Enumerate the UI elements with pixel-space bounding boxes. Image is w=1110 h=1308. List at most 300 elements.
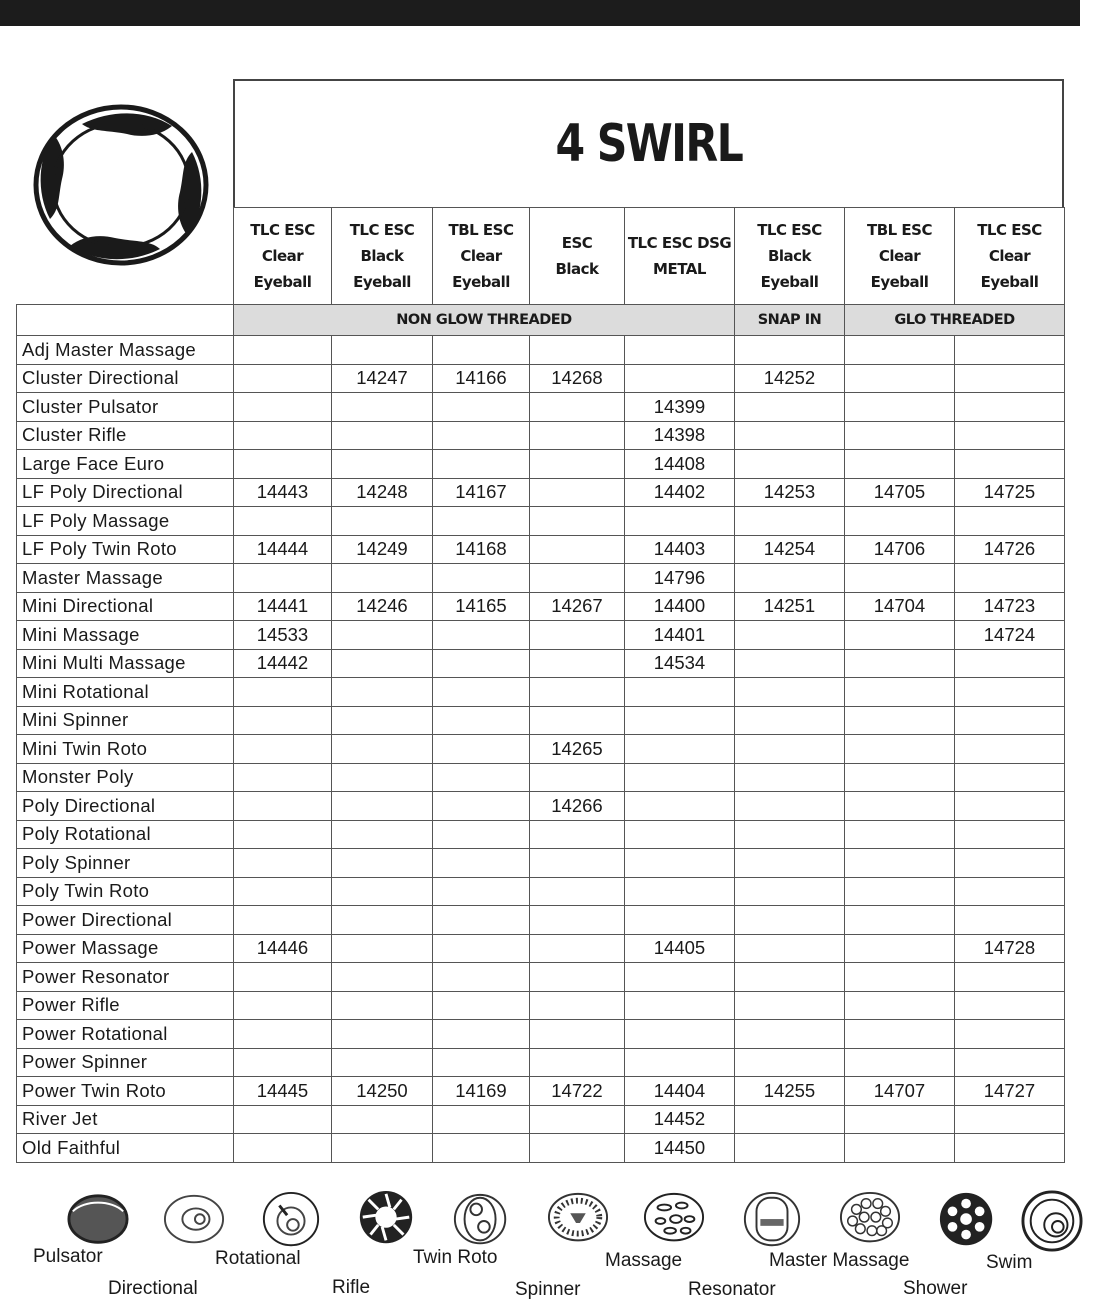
part-number-cell xyxy=(625,735,735,764)
part-number-cell xyxy=(845,820,955,849)
part-number-cell xyxy=(234,849,332,878)
part-number-cell xyxy=(735,621,845,650)
part-number-cell xyxy=(845,421,955,450)
row-label: LF Poly Directional xyxy=(17,478,234,507)
part-number-cell xyxy=(845,336,955,365)
part-number-cell xyxy=(735,706,845,735)
part-number-cell xyxy=(530,1048,625,1077)
part-number-cell: 14398 xyxy=(625,421,735,450)
part-number-cell xyxy=(735,393,845,422)
legend-label: Directional xyxy=(108,1278,198,1299)
part-number-cell xyxy=(234,678,332,707)
part-number-cell xyxy=(530,621,625,650)
part-number-cell: 14705 xyxy=(845,478,955,507)
part-number-cell xyxy=(955,564,1065,593)
part-number-cell: 14399 xyxy=(625,393,735,422)
part-number-cell xyxy=(332,877,433,906)
part-number-cell xyxy=(433,706,530,735)
part-number-cell: 14404 xyxy=(625,1077,735,1106)
part-number-cell xyxy=(845,877,955,906)
row-label: LF Poly Massage xyxy=(17,507,234,536)
part-number-cell xyxy=(955,421,1065,450)
part-number-cell xyxy=(735,421,845,450)
part-number-cell xyxy=(845,906,955,935)
part-number-cell xyxy=(332,336,433,365)
part-number-cell xyxy=(845,450,955,479)
part-number-cell xyxy=(845,621,955,650)
part-number-cell xyxy=(530,963,625,992)
part-number-cell: 14250 xyxy=(332,1077,433,1106)
table-row xyxy=(17,735,1065,764)
part-number-cell xyxy=(332,1048,433,1077)
part-number-cell xyxy=(625,877,735,906)
part-number-cell: 14726 xyxy=(955,535,1065,564)
swim-icon xyxy=(1020,1190,1084,1252)
part-number-cell: 14728 xyxy=(955,934,1065,963)
part-number-cell xyxy=(735,735,845,764)
part-number-cell xyxy=(332,421,433,450)
part-number-cell: 14252 xyxy=(735,364,845,393)
part-number-cell xyxy=(433,1105,530,1134)
part-number-cell xyxy=(955,649,1065,678)
part-number-cell xyxy=(234,991,332,1020)
part-number-cell xyxy=(845,963,955,992)
row-label: River Jet xyxy=(17,1105,234,1134)
spinner-icon xyxy=(546,1190,610,1252)
part-number-cell xyxy=(234,364,332,393)
table-row xyxy=(17,564,1065,593)
part-number-cell xyxy=(332,820,433,849)
row-label: Cluster Pulsator xyxy=(17,393,234,422)
part-number-cell: 14408 xyxy=(625,450,735,479)
part-number-cell: 14266 xyxy=(530,792,625,821)
twin-roto-icon xyxy=(450,1190,514,1252)
row-label: Mini Spinner xyxy=(17,706,234,735)
part-number-cell xyxy=(735,934,845,963)
part-number-cell xyxy=(625,792,735,821)
part-number-cell xyxy=(955,1048,1065,1077)
table-row xyxy=(17,849,1065,878)
row-label: Mini Rotational xyxy=(17,678,234,707)
title-box xyxy=(233,79,1064,207)
part-number-cell xyxy=(433,649,530,678)
part-number-cell xyxy=(234,421,332,450)
part-number-cell xyxy=(735,678,845,707)
part-number-cell xyxy=(735,564,845,593)
part-number-cell: 14249 xyxy=(332,535,433,564)
part-number-cell xyxy=(955,678,1065,707)
part-number-cell: 14169 xyxy=(433,1077,530,1106)
row-label: Power Spinner xyxy=(17,1048,234,1077)
legend-label: Spinner xyxy=(515,1279,581,1300)
part-number-cell xyxy=(433,421,530,450)
part-number-cell xyxy=(234,507,332,536)
header-blank-cell xyxy=(17,208,234,305)
part-number-cell xyxy=(530,706,625,735)
column-header-4: ESC Black xyxy=(530,208,625,305)
part-number-cell xyxy=(332,963,433,992)
column-header-2: TLC ESC Black Eyeball xyxy=(332,208,433,305)
table-row xyxy=(17,820,1065,849)
row-label: Mini Twin Roto xyxy=(17,735,234,764)
part-number-cell xyxy=(530,1020,625,1049)
part-number-cell xyxy=(433,792,530,821)
part-number-cell xyxy=(625,849,735,878)
part-number-cell xyxy=(625,820,735,849)
group-blank-cell xyxy=(17,305,234,336)
part-number-cell: 14446 xyxy=(234,934,332,963)
part-number-cell: 14400 xyxy=(625,592,735,621)
table-row xyxy=(17,535,1065,564)
rifle-icon xyxy=(354,1190,418,1252)
part-number-cell: 14253 xyxy=(735,478,845,507)
part-number-cell xyxy=(955,393,1065,422)
legend-label: Swim xyxy=(986,1252,1033,1273)
directional-icon xyxy=(162,1190,226,1252)
part-number-cell xyxy=(845,507,955,536)
part-number-cell xyxy=(234,1048,332,1077)
part-number-cell xyxy=(332,450,433,479)
part-number-cell xyxy=(735,450,845,479)
group-glo-threaded: GLO THREADED xyxy=(845,305,1065,336)
part-number-cell xyxy=(234,877,332,906)
part-number-cell xyxy=(332,763,433,792)
massage-icon xyxy=(642,1190,706,1252)
column-header-7: TBL ESC Clear Eyeball xyxy=(845,208,955,305)
part-number-cell xyxy=(735,849,845,878)
part-number-cell: 14443 xyxy=(234,478,332,507)
row-label: Power Massage xyxy=(17,934,234,963)
table-row xyxy=(17,478,1065,507)
column-header-6: TLC ESC Black Eyeball xyxy=(735,208,845,305)
part-number-cell: 14724 xyxy=(955,621,1065,650)
part-number-cell: 14267 xyxy=(530,592,625,621)
part-number-cell xyxy=(234,792,332,821)
legend-label: Twin Roto xyxy=(413,1247,498,1268)
part-number-cell xyxy=(845,364,955,393)
part-number-cell: 14254 xyxy=(735,535,845,564)
table-row xyxy=(17,393,1065,422)
part-number-cell: 14706 xyxy=(845,535,955,564)
rotational-icon xyxy=(259,1190,323,1252)
part-number-cell xyxy=(955,906,1065,935)
part-number-cell xyxy=(530,1134,625,1163)
table-row xyxy=(17,364,1065,393)
part-number-cell xyxy=(530,336,625,365)
part-number-cell xyxy=(845,792,955,821)
part-number-cell: 14704 xyxy=(845,592,955,621)
table-row xyxy=(17,763,1065,792)
part-number-cell: 14452 xyxy=(625,1105,735,1134)
part-number-cell xyxy=(955,763,1065,792)
column-header-1: TLC ESC Clear Eyeball xyxy=(234,208,332,305)
part-number-cell xyxy=(530,393,625,422)
part-number-cell xyxy=(845,649,955,678)
part-number-cell xyxy=(234,1134,332,1163)
part-number-cell: 14450 xyxy=(625,1134,735,1163)
table-row xyxy=(17,706,1065,735)
part-number-cell xyxy=(332,564,433,593)
pulsator-icon xyxy=(66,1190,130,1252)
table-row xyxy=(17,792,1065,821)
part-number-cell xyxy=(955,849,1065,878)
group-non-glow-threaded: NON GLOW THREADED xyxy=(234,305,735,336)
part-number-cell xyxy=(234,906,332,935)
part-number-cell xyxy=(332,621,433,650)
column-header-row xyxy=(17,208,1065,305)
part-number-cell xyxy=(433,849,530,878)
part-number-cell xyxy=(433,763,530,792)
part-number-cell xyxy=(530,564,625,593)
part-number-cell xyxy=(845,1020,955,1049)
part-number-cell xyxy=(735,906,845,935)
part-number-cell xyxy=(845,763,955,792)
table-row xyxy=(17,1048,1065,1077)
row-label: Master Massage xyxy=(17,564,234,593)
part-number-cell xyxy=(530,507,625,536)
part-number-cell: 14246 xyxy=(332,592,433,621)
row-label: Power Resonator xyxy=(17,963,234,992)
part-number-cell xyxy=(625,364,735,393)
legend-label: Rifle xyxy=(332,1277,371,1298)
part-number-cell xyxy=(433,621,530,650)
part-number-cell xyxy=(530,877,625,906)
part-number-cell xyxy=(234,1020,332,1049)
part-number-cell xyxy=(845,678,955,707)
part-number-cell xyxy=(735,877,845,906)
part-number-cell xyxy=(234,336,332,365)
part-number-cell: 14441 xyxy=(234,592,332,621)
table-row xyxy=(17,1134,1065,1163)
part-number-cell: 14725 xyxy=(955,478,1065,507)
part-number-cell xyxy=(332,1134,433,1163)
part-number-cell xyxy=(625,963,735,992)
part-number-cell xyxy=(625,678,735,707)
row-label: Large Face Euro xyxy=(17,450,234,479)
part-number-cell: 14707 xyxy=(845,1077,955,1106)
master-massage-icon xyxy=(838,1190,902,1252)
part-number-cell xyxy=(955,507,1065,536)
part-number-cell xyxy=(625,1048,735,1077)
row-label: Mini Multi Massage xyxy=(17,649,234,678)
part-number-cell xyxy=(433,991,530,1020)
part-number-cell: 14796 xyxy=(625,564,735,593)
part-number-cell xyxy=(332,649,433,678)
legend-label: Pulsator xyxy=(33,1246,103,1267)
row-label: Poly Twin Roto xyxy=(17,877,234,906)
part-number-cell xyxy=(625,507,735,536)
row-label: Mini Directional xyxy=(17,592,234,621)
part-number-cell xyxy=(735,1020,845,1049)
part-number-cell xyxy=(234,450,332,479)
part-number-cell xyxy=(955,1020,1065,1049)
part-number-cell xyxy=(530,535,625,564)
part-number-cell xyxy=(845,934,955,963)
part-number-cell xyxy=(845,393,955,422)
row-label: Old Faithful xyxy=(17,1134,234,1163)
row-label: Poly Directional xyxy=(17,792,234,821)
row-label: Cluster Directional xyxy=(17,364,234,393)
part-number-cell: 14445 xyxy=(234,1077,332,1106)
part-number-cell xyxy=(433,1134,530,1163)
part-number-cell xyxy=(433,877,530,906)
table-row xyxy=(17,621,1065,650)
part-number-cell: 14534 xyxy=(625,649,735,678)
part-number-cell xyxy=(530,820,625,849)
part-number-cell xyxy=(735,963,845,992)
part-number-cell xyxy=(845,1134,955,1163)
column-header-3: TBL ESC Clear Eyeball xyxy=(433,208,530,305)
legend-label: Master Massage xyxy=(769,1250,910,1271)
part-number-cell: 14168 xyxy=(433,535,530,564)
part-number-cell: 14533 xyxy=(234,621,332,650)
row-label: Power Twin Roto xyxy=(17,1077,234,1106)
legend-label: Rotational xyxy=(215,1248,301,1269)
group-header-row xyxy=(17,305,1065,336)
table-row xyxy=(17,1105,1065,1134)
part-number-cell: 14727 xyxy=(955,1077,1065,1106)
part-number-cell xyxy=(955,364,1065,393)
part-number-cell xyxy=(845,735,955,764)
part-number-cell xyxy=(332,792,433,821)
part-number-cell xyxy=(332,1105,433,1134)
part-number-cell xyxy=(735,1105,845,1134)
row-label: Power Rifle xyxy=(17,991,234,1020)
part-number-cell xyxy=(845,1048,955,1077)
part-number-cell: 14722 xyxy=(530,1077,625,1106)
part-number-cell xyxy=(625,906,735,935)
part-number-cell xyxy=(735,991,845,1020)
jet-type-legend xyxy=(16,1188,1080,1308)
part-number-cell: 14442 xyxy=(234,649,332,678)
part-number-cell: 14251 xyxy=(735,592,845,621)
part-number-cell xyxy=(845,706,955,735)
part-number-cell xyxy=(530,934,625,963)
row-label: Poly Rotational xyxy=(17,820,234,849)
table-row xyxy=(17,649,1065,678)
part-number-cell xyxy=(332,991,433,1020)
part-number-cell xyxy=(955,336,1065,365)
part-number-cell xyxy=(433,906,530,935)
part-number-cell xyxy=(955,963,1065,992)
part-number-cell xyxy=(625,763,735,792)
part-number-cell: 14723 xyxy=(955,592,1065,621)
table-row xyxy=(17,963,1065,992)
part-number-cell xyxy=(955,706,1065,735)
part-number-cell xyxy=(955,877,1065,906)
part-number-cell: 14403 xyxy=(625,535,735,564)
part-number-cell xyxy=(845,1105,955,1134)
part-number-cell xyxy=(735,1048,845,1077)
part-number-cell xyxy=(955,792,1065,821)
part-number-cell: 14247 xyxy=(332,364,433,393)
part-number-cell xyxy=(955,1134,1065,1163)
part-number-cell: 14444 xyxy=(234,535,332,564)
part-number-cell xyxy=(332,735,433,764)
part-number-cell xyxy=(845,991,955,1020)
row-label: Power Directional xyxy=(17,906,234,935)
table-row xyxy=(17,877,1065,906)
row-label: Monster Poly xyxy=(17,763,234,792)
part-number-cell xyxy=(625,336,735,365)
part-number-cell xyxy=(625,1020,735,1049)
part-number-cell xyxy=(433,393,530,422)
part-number-cell xyxy=(234,963,332,992)
table-row xyxy=(17,592,1065,621)
table-row xyxy=(17,906,1065,935)
part-number-cell xyxy=(530,906,625,935)
row-label: Mini Massage xyxy=(17,621,234,650)
part-number-cell xyxy=(433,507,530,536)
part-number-cell xyxy=(332,678,433,707)
legend-label: Resonator xyxy=(688,1279,776,1300)
part-number-cell xyxy=(332,1020,433,1049)
part-number-cell xyxy=(234,706,332,735)
part-number-cell xyxy=(735,792,845,821)
row-label: Cluster Rifle xyxy=(17,421,234,450)
part-number-cell xyxy=(735,507,845,536)
legend-label: Shower xyxy=(903,1278,968,1299)
top-bar xyxy=(0,0,1080,26)
table-row xyxy=(17,450,1065,479)
table-row xyxy=(17,1077,1065,1106)
part-number-cell xyxy=(332,393,433,422)
part-number-cell: 14402 xyxy=(625,478,735,507)
part-number-cell xyxy=(332,706,433,735)
parts-table xyxy=(16,207,1065,1163)
part-number-cell xyxy=(955,1105,1065,1134)
legend-label: Massage xyxy=(605,1250,683,1271)
table-row xyxy=(17,991,1065,1020)
part-number-cell xyxy=(530,991,625,1020)
part-number-cell xyxy=(845,849,955,878)
part-number-cell xyxy=(433,336,530,365)
part-number-cell xyxy=(530,678,625,707)
group-snap-in: SNAP IN xyxy=(735,305,845,336)
row-label: LF Poly Twin Roto xyxy=(17,535,234,564)
part-number-cell xyxy=(234,735,332,764)
part-number-cell xyxy=(234,763,332,792)
table-row xyxy=(17,1020,1065,1049)
row-label: Adj Master Massage xyxy=(17,336,234,365)
part-number-cell xyxy=(955,450,1065,479)
part-number-cell xyxy=(955,820,1065,849)
table-row xyxy=(17,934,1065,963)
table-row xyxy=(17,421,1065,450)
part-number-cell: 14165 xyxy=(433,592,530,621)
part-number-cell xyxy=(433,678,530,707)
part-number-cell xyxy=(332,849,433,878)
part-number-cell xyxy=(625,706,735,735)
row-label: Poly Spinner xyxy=(17,849,234,878)
part-number-cell xyxy=(735,336,845,365)
part-number-cell xyxy=(234,393,332,422)
part-number-cell xyxy=(625,991,735,1020)
page-title: 4 SWIRL xyxy=(555,114,742,174)
row-label: Power Rotational xyxy=(17,1020,234,1049)
column-header-5: TLC ESC DSG METAL xyxy=(625,208,735,305)
part-number-cell xyxy=(433,450,530,479)
part-number-cell xyxy=(433,1048,530,1077)
part-number-cell xyxy=(530,421,625,450)
part-number-cell xyxy=(433,820,530,849)
part-number-cell xyxy=(234,1105,332,1134)
part-number-cell xyxy=(530,763,625,792)
part-number-cell: 14167 xyxy=(433,478,530,507)
part-number-cell xyxy=(955,991,1065,1020)
part-number-cell xyxy=(433,963,530,992)
part-number-cell xyxy=(735,1134,845,1163)
